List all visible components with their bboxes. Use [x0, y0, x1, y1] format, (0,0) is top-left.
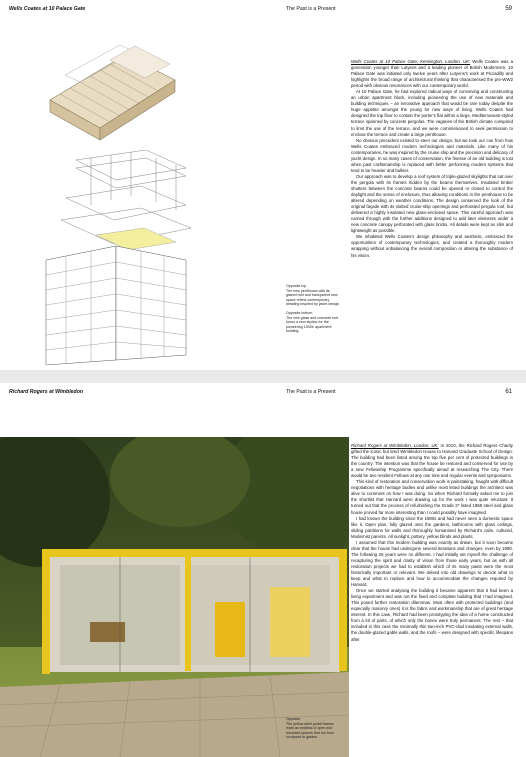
paragraph: Our approach was to develop a roof system of triple-glazed skylights that sat over the pergola with its frames hidden by the beams themselves. Insulated timber shutters between the concrete beams could be opened or closed to control the daylight and the sense of enclosure, thus allowing conditions in the penthouse to be altered depending on weather conditions. The design conserved the look of the original façade with its slotted cruise-ship openings and perforated pergola roof, but delivered a highly insulated new glass-enclosed space. This careful approach was carried through with the further additions designed to add later elements under a new concrete canopy perforated with glass bricks. All details were kept as slim and lightweight as possible.	[351, 173, 513, 234]
page-number: 61	[505, 389, 512, 395]
paragraph: We inhabited Wells Coates's design philosophy and aesthetic, embraced the opportunities of contemporary technologies, and created a thoroughly modern wrapping without unbalancing the overall composition or altering the substance of his vision.	[351, 234, 513, 258]
paragraph: Once we started analysing the building it became apparent that it had been a living experiment and was not the fixed and complete building that I had imagined. This posed further restoration dilemmas. Most often with protected buildings (and especially masonry ones) it is the fabric and workmanship that are of great heritage interest. In this case, Richard had been prototyping the idea of a home constructed from a kit of parts, of which only the bones were truly permanent. The rest – that included in this case the minimally thin two-inch PVC-clad insulating external walls, the double-glazed gable walls, and the roofs – were designed with specific lifespans after	[351, 588, 513, 642]
body-text	[351, 59, 513, 259]
spread-page-61	[0, 383, 526, 757]
wimbledon-house-photo	[0, 437, 349, 757]
body-text	[351, 443, 513, 643]
page-number: 59	[505, 6, 512, 12]
running-head-left: Richard Rogers at Wimbledon	[9, 389, 84, 395]
caption-block	[286, 284, 340, 338]
running-head-left: Wells Coates at 10 Palace Gate	[9, 6, 86, 12]
penthouse-axonometric-illustration	[40, 30, 180, 150]
running-head-center: The Past is a Present	[286, 389, 336, 395]
spread-page-59	[0, 0, 526, 370]
paragraph: I had known the building since the 1980s and had never seen a domestic space like it. Open plan, fully glazed onto the gardens, bathrooms with glass ceilings, sliding partitions for walls and thoroughly humanised by Richard's calm, cultured, Modernist parents. All sunlight, pottery, yellow blinds and plants.	[351, 515, 513, 539]
running-head-center: The Past is a Present	[286, 6, 336, 12]
paragraph: At 10 Palace Gate, he had explored radical ways of conceiving and constructing an urban apartment block, including pioneering the use of new materials and building techniques – an innovative approach that would be rare today despite the huge appetite amongst the young for new ways of living. Wells Coates had designed the top floor to contain the porter's flat within a large, Mediterranean-styled terrace spanned by concrete pergolas. The vagaries of the British climate conspired to limit the use of the terrace, and we were commissioned to seek permission to enclose the terrace and create a large penthouse.	[351, 89, 513, 137]
caption-opposite: Opposite The yellow steel portal frames mark an endless of open and enclosed spaces that run from courtyard to garden.	[286, 717, 335, 740]
caption-opposite-top: Opposite top The new penthouse with its glazed roof and transparent new space reflect contemporary detailing inspired by yacht design.	[286, 284, 340, 307]
paragraph: I assumed that this modern building was exactly as drawn, but it soon became clear that the house had undergone several iterations and changes, even by 1980. The following 25 years were no different. I had initially set myself the challenge of recapturing the spirit and clarity of vision from those early years, but as with all restoration projects we had to establish which of its many pasts were the most historically important or relevant. We delved into old drawings to decide what to keep and what to replace and how to accommodate the changes required by Harvard.	[351, 539, 513, 588]
paragraph: Richard Rogers at Wimbledon, London, UK: In 2010, the Richard Rogers Charity gifted the iconic but tired Wimbledon House to Harvard Graduate School of Design. The building had been listed among the top five per cent of protected buildings in the country. The intention was that the house be restored and conserved for use by a new Fellowship Programme specifically aimed at researching The City. There would be two resident Fellows at any one time and regular events and symposiums.	[351, 443, 513, 479]
lead-in: Wells Coates at 10 Palace Gate, Kensington, London, UK:	[351, 59, 471, 64]
paragraph: Wells Coates at 10 Palace Gate, Kensington, London, UK: Wells Coates was a generation younger than Lutyens and a leading pioneer of British Modernism. 10 Palace Gate was initiated only twelve years after Lutyens's work at Piccadilly and highlights the broad range of architectural thinking that characterised the pre-WW2 period with obvious resonances with our contemporary world.	[351, 59, 513, 89]
paragraph: No obvious precedent existed to steer our design, but we took our cue from how Wells Coates embraced modern technologies and materials. Like many of his contemporaries, he was inspired by the cruise ship and the precision and delicacy of yacht design. In so many cases of conservation, the finesse of an old building is lost when past craftsmanship is replaced with better performing modern systems that tend to be heavier and bulkier.	[351, 137, 514, 173]
lead-in: Richard Rogers at Wimbledon, London, UK:	[351, 443, 439, 448]
caption-opposite-bottom: Opposite bottom The new glass and concrete roof forms a new skyline for the pioneering 1930s' apartment building.	[286, 310, 339, 334]
paragraph: This kind of restoration and conservation work is painstaking, fraught with difficult negotiations with heritage bodies and unlike most listed buildings the architect was alive to comment on how I was doing. So when Richard formally asked me to join the shortlist that Harvard were drawing up for the work I was quite reluctant. It turned out that the process of refurbishing the Grade 2* listed 1968 steel and glass house proved far more interesting than I could possibly have imagined.	[351, 479, 513, 515]
exploded-building-illustration	[36, 150, 206, 365]
